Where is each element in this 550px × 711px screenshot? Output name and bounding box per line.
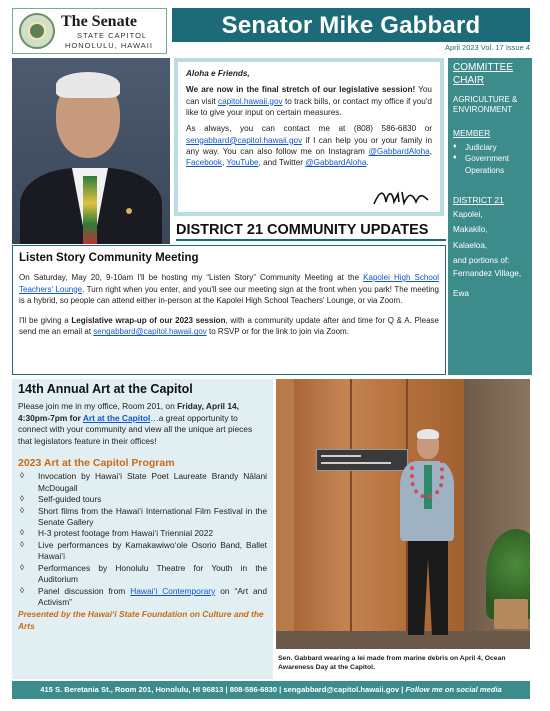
listen-story-title: Listen Story Community Meeting <box>19 252 199 264</box>
senate-name: The Senate <box>61 13 137 30</box>
listen-story-paragraph-1: On Saturday, May 20, 9-10am I'll be hosting my “Listen Story” Community Meeting at the Kapolei High School Teachers' Lounge. Turn right when you enter, and you'll see our meeting sign at the front when you park! The meeting is a hybrid, so people can attend either in-person at the Kapolei High School Teachers' Lounge, or via Zoom. <box>19 273 440 306</box>
program-item: ◊ Panel discussion from Hawai‘i Contemporary on “Art and Activism” <box>18 586 267 609</box>
program-list <box>18 471 267 608</box>
art-at-capitol-section <box>12 379 273 679</box>
newsletter-title-bar <box>172 8 530 42</box>
photo-caption: Sen. Gabbard wearing a lei made from marine debris on April 4, Ocean Awareness Day at the Capitol. <box>276 651 530 679</box>
district-area: Kapolei, <box>453 209 483 219</box>
program-item: ◊ Short films from the Hawai‘i International Film Festival in the Senate Gallery <box>18 506 267 529</box>
issue-info: April 2023 Vol. 17 Issue 4 <box>444 43 530 52</box>
program-item: ◊ Invocation by Hawai‘i State Poet Laureate Brandy Nālani McDougall <box>18 471 267 494</box>
member-heading: MEMBER <box>453 127 491 138</box>
signature-image <box>372 186 430 208</box>
district-area: Makakilo, <box>453 225 488 235</box>
program-item: ◊ Self-guided tours <box>18 494 267 505</box>
committee-chair-heading: COMMITTEE CHAIR <box>453 62 513 86</box>
kapolei-lounge-link[interactable]: Kapolei High School Teachers' Lounge <box>19 273 439 294</box>
member-committee-list <box>453 142 528 177</box>
senator-portrait-image <box>12 58 170 244</box>
youtube-link[interactable]: YouTube <box>226 158 259 168</box>
footer-contact-bar <box>12 681 530 699</box>
state-seal-icon <box>19 13 55 49</box>
member-committee-item: ♦ Government Operations <box>453 153 528 176</box>
committee-sidebar <box>448 58 532 375</box>
district-area: Kalaeloa, <box>453 240 488 250</box>
letter-greeting: Aloha e Friends, <box>186 69 250 78</box>
footer-social-link[interactable]: Follow me on social media <box>405 685 502 694</box>
listen-story-paragraph-2: I'll be giving a Legislative wrap-up of our 2023 session, with a community update after and time for Q & A. Please send me an email at sengabbard@capitol.hawaii.gov to RSVP or for the link to join via Zoom. <box>19 315 440 337</box>
instagram-link[interactable]: @GabbardAloha <box>368 146 430 156</box>
art-title: 14th Annual Art at the Capitol <box>18 382 193 396</box>
art-intro: Please join me in my office, Room 201, on Friday, April 14, 4:30pm-7pm for Art at the Capitol…a great opportunity to connect with your community and view all the unique art pieces that legislators feature in their offices! <box>18 401 253 446</box>
district-heading: DISTRICT 21 <box>453 194 504 205</box>
city-label: HONOLULU, HAWAII <box>65 41 153 50</box>
email-link[interactable]: sengabbard@capitol.hawaii.gov <box>186 135 303 145</box>
chair-committee-name: AGRICULTURE & ENVIRONMENT <box>453 95 518 115</box>
capitol-website-link[interactable]: capitol.hawaii.gov <box>217 96 283 106</box>
district-area: Ewa <box>453 288 469 298</box>
twitter-link[interactable]: @GabbardAloha <box>305 158 367 168</box>
footer-address: 415 S. Beretania St., Room 201, Honolulu, HI 96813 | 808-586-6830 | sengabbard@capitol.hawaii.gov | <box>40 685 406 694</box>
district-area-list <box>453 207 528 302</box>
member-committee-item: ♦ Judiciary <box>453 142 528 154</box>
letter-paragraph-1: We are now in the final stretch of our legislative session! You can visit capitol.hawaii.gov to track bills, or contact my office if you'd like to give your input on certain measures. <box>186 85 432 117</box>
listen-story-section <box>12 245 446 375</box>
program-item: ◊ Performances by Honolulu Theatre for Youth in the Auditorium <box>18 563 267 586</box>
newsletter-title: Senator Mike Gabbard <box>221 12 481 39</box>
district-updates-heading: DISTRICT 21 COMMUNITY UPDATES <box>176 222 446 241</box>
program-item: ◊ Live performances by Kamakawiwo‘ole Osorio Band, Ballet Hawai‘i <box>18 540 267 563</box>
district-area: and portions of: <box>453 256 510 266</box>
letter-paragraph-2: As always, you can contact me at (808) 586-6830 or sengabbard@capitol.hawaii.gov if I can help you or your family in any way. You can also follow me on Instagram @GabbardAloha, Facebook, YouTube, and Twitter @GabbardAloha. <box>186 124 432 168</box>
senator-at-office-door-image <box>276 379 530 649</box>
program-title: 2023 Art at the Capitol Program <box>18 457 175 470</box>
capitol-label: STATE CAPITOL <box>77 31 148 40</box>
hawaii-contemporary-link[interactable]: Hawai‘i Contemporary <box>130 585 216 596</box>
district-area: Fernandez Village, <box>453 268 522 278</box>
presented-by: Presented by the Hawai‘i State Foundation on Culture and the Arts <box>18 609 264 631</box>
facebook-link[interactable]: Facebook <box>186 158 222 168</box>
senate-logo <box>12 8 167 54</box>
senator-letter <box>174 58 444 216</box>
rsvp-email-link[interactable]: sengabbard@capitol.hawaii.gov <box>93 327 207 337</box>
art-at-capitol-link[interactable]: Art at the Capitol <box>82 412 151 423</box>
program-item: ◊ H-3 protest footage from Hawai‘i Triennial 2022 <box>18 528 267 539</box>
